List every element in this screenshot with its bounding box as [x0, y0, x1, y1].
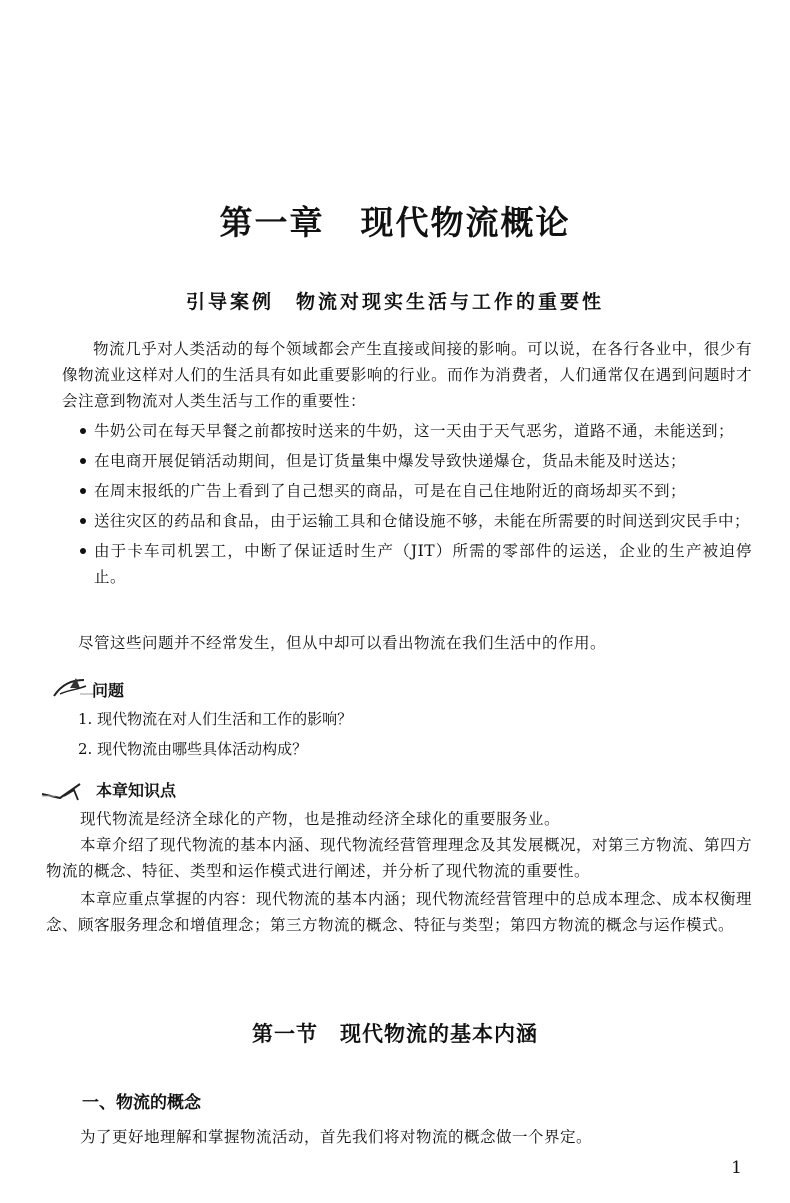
- chapter-title: [0, 197, 790, 244]
- list-item: 由于卡车司机罢工，中断了保证适时生产（JIT）所需的零部件的运送，企业的生产被迫停止。: [62, 538, 752, 590]
- questions-list: [78, 706, 748, 762]
- knowledge-paragraph: 本章介绍了现代物流的基本内涵、现代物流经营管理理念及其发展概况，对第三方物流、第四方物流的概念、特征、类型和运作模式进行阐述，并分析了现代物流的重要性。: [46, 836, 753, 880]
- case-bullet-list: [62, 418, 752, 594]
- case-title: [0, 287, 790, 314]
- chapter-name: 现代物流概论: [360, 203, 571, 242]
- case-label: 引导案例: [185, 291, 274, 313]
- list-item: 在电商开展促销活动期间，但是订货量集中爆发导致快递爆仓，货品未能及时送达；: [62, 448, 752, 474]
- list-item: 在周末报纸的广告上看到了自己想买的商品，可是在自己住地附近的商场却买不到；: [62, 478, 752, 504]
- section-title: [0, 1018, 790, 1048]
- bullet-icon: [80, 488, 86, 494]
- bird-icon: [40, 776, 100, 802]
- section-number: 第一节: [252, 1022, 318, 1046]
- bullet-icon: [80, 428, 86, 434]
- knowledge-paragraph: 本章应重点掌握的内容：现代物流的基本内涵；现代物流经营管理中的总成本理念、成本权衡理念、顾客服务理念和增值理念；第三方物流的概念、特征与类型；第四方物流的概念与运作模式。: [46, 890, 753, 934]
- knowledge-heading: 本章知识点: [96, 781, 177, 800]
- knowledge-paragraph: 现代物流是经济全球化的产物，也是推动经济全球化的重要服务业。: [80, 810, 561, 828]
- case-conclusion: 尽管这些问题并不经常发生，但从中却可以看出物流在我们生活中的作用。: [78, 634, 607, 652]
- section-name: 现代物流的基本内涵: [340, 1022, 538, 1046]
- chapter-number: 第一章: [219, 203, 325, 242]
- questions-heading: 问题: [92, 681, 125, 700]
- page-number: 1: [731, 1158, 742, 1178]
- bullet-icon: [80, 548, 86, 554]
- subsection-title: 一、物流的概念: [82, 1093, 201, 1113]
- list-item: 牛奶公司在每天早餐之前都按时送来的牛奶，这一天由于天气恶劣，道路不通，未能送到；: [62, 418, 752, 444]
- case-intro: 物流几乎对人类活动的每个领域都会产生直接或间接的影响。可以说，在各行各业中，很少有像物流业这样对人们的生活具有如此重要影响的行业。而作为消费者，人们通常仅在遇到问题时才会注意到物流对人类生活与工作的重要性：: [62, 340, 752, 410]
- list-item: 2. 现代物流由哪些具体活动构成？: [78, 740, 308, 758]
- knowledge-header: [40, 776, 300, 802]
- bullet-icon: [80, 458, 86, 464]
- case-name: 物流对现实生活与工作的重要性: [296, 291, 605, 313]
- bullet-icon: [80, 518, 86, 524]
- questions-header: [50, 676, 250, 702]
- quill-icon: [50, 676, 96, 702]
- subsection-text: 为了更好地理解和掌握物流活动，首先我们将对物流的概念做一个界定。: [80, 1128, 593, 1146]
- list-item: 送往灾区的药品和食品，由于运输工具和仓储设施不够，未能在所需要的时间送到灾民手中；: [62, 508, 752, 534]
- list-item: 1. 现代物流在对人们生活和工作的影响？: [78, 710, 353, 728]
